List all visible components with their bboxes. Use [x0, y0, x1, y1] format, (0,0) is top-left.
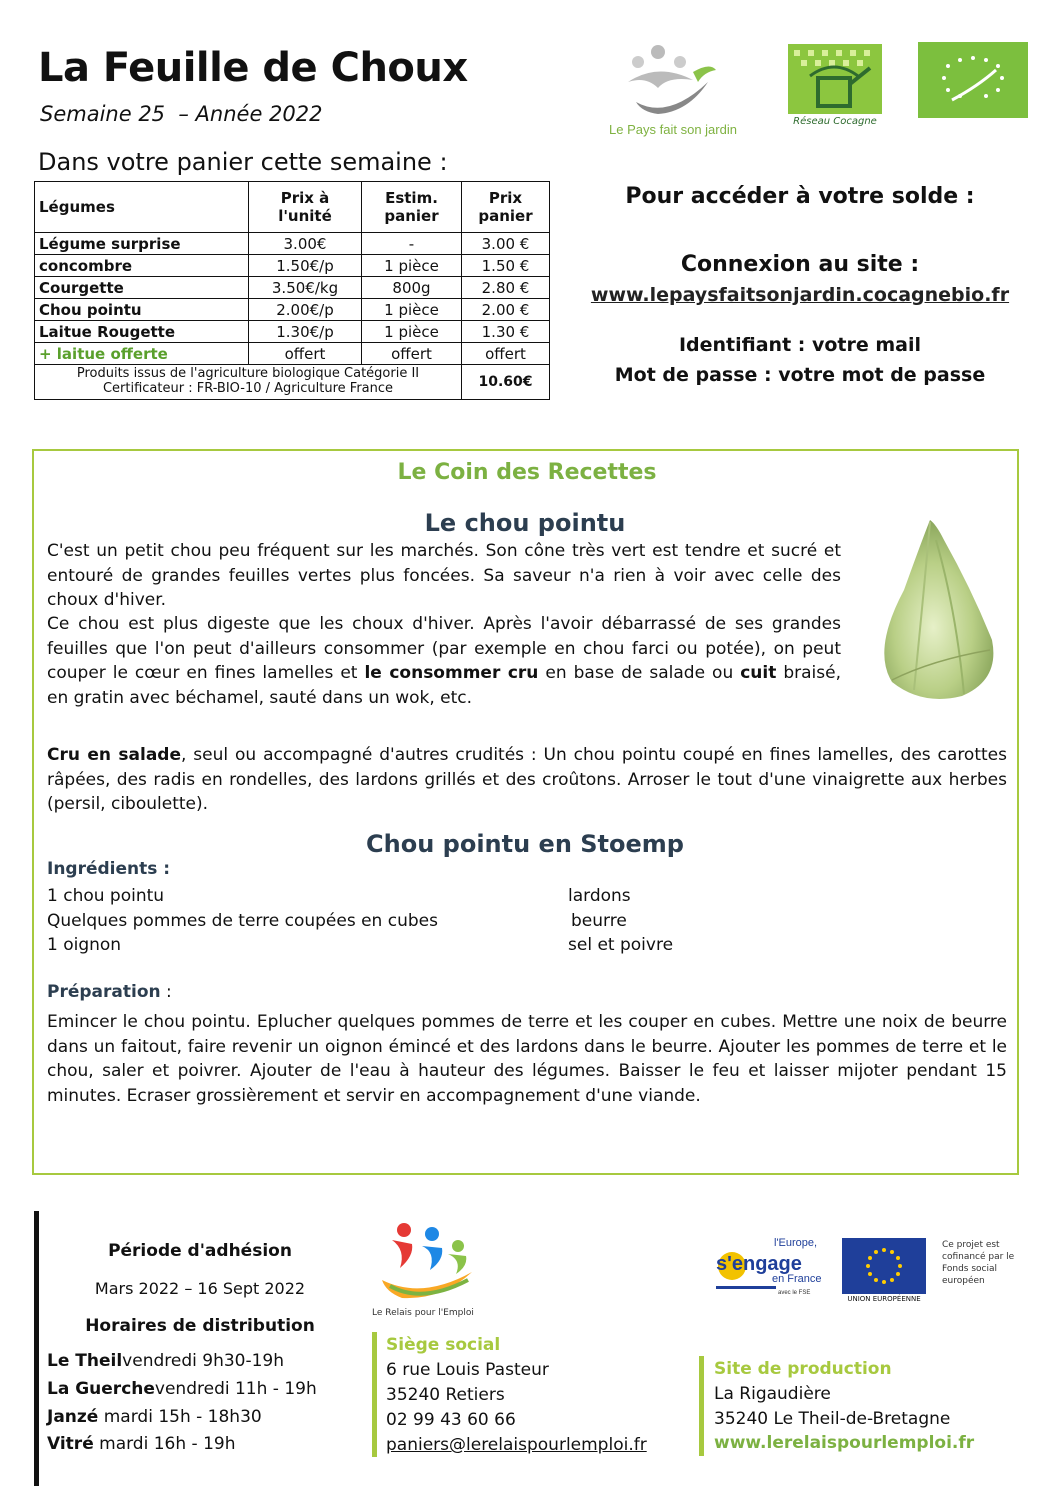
basket-table	[34, 181, 550, 400]
estimate: -	[362, 233, 462, 255]
bold-span: le consommer cru	[364, 663, 539, 683]
eu-organic-logo	[918, 42, 1028, 118]
recipe1-title: Le chou pointu	[424, 509, 626, 537]
week-subtitle: Semaine 25 – Année 2022	[40, 102, 323, 126]
schedule-place: Le Theil	[47, 1351, 123, 1371]
schedule-time: mardi 16h - 19h	[93, 1434, 236, 1454]
schedule-item	[47, 1379, 317, 1399]
production-label: Site de production	[714, 1359, 892, 1379]
hq-phone: 02 99 43 60 66	[386, 1410, 516, 1430]
chou-description: C'est un petit chou peu fréquent sur les marchés. Son cône très vert est tendre et sucré et entouré de grandes feuilles vertes plus foncées. Sa saveur n'a rien à voir avec celle des choux d'hiver.	[47, 541, 841, 610]
footer-divider	[34, 1211, 39, 1486]
cocagne-caption: Réseau Cocagne	[793, 116, 877, 127]
estimate: 800g	[362, 277, 462, 299]
estimate: 1 pièce	[362, 321, 462, 343]
table-row	[35, 277, 550, 299]
table-row	[35, 343, 550, 365]
preparation-label	[47, 982, 172, 1002]
schedule-time: vendredi 11h - 19h	[154, 1379, 317, 1399]
ingredients-right-list	[568, 884, 673, 958]
schedule-item	[47, 1407, 262, 1427]
production-divider	[699, 1356, 704, 1456]
vegetable-name: Laitue Rougette	[35, 321, 249, 343]
cru-salade-paragraph	[47, 743, 1007, 817]
estimate: 1 pièce	[362, 255, 462, 277]
eu-flag-icon	[842, 1238, 926, 1294]
page-title: La Feuille de Choux	[38, 45, 468, 91]
europe-line-3: en France	[772, 1273, 822, 1285]
relais-caption: Le Relais pour l'Emploi	[372, 1308, 474, 1318]
hq-divider	[372, 1332, 377, 1457]
text-span: en base de salade ou	[538, 663, 741, 683]
relais-pour-emploi-logo	[372, 1220, 482, 1325]
vegetable-name: + laitue offerte	[35, 343, 249, 365]
col-header-estimate: Estim. panier	[362, 182, 462, 233]
certification-line-2: Certificateur : FR-BIO-10 / Agriculture France	[102, 381, 394, 396]
chou-usage-paragraph	[47, 612, 841, 710]
prep-colon: :	[160, 982, 172, 1002]
table-row	[35, 255, 550, 277]
certification-note	[35, 365, 462, 400]
vegetable-name: concombre	[35, 255, 249, 277]
eu-caption: UNION EUROPÉENNE	[847, 1295, 921, 1303]
login-password-text: Mot de passe : votre mot de passe	[614, 364, 986, 386]
estimate: offert	[362, 343, 462, 365]
preparation-text: Emincer le chou pointu. Eplucher quelques pommes de terre et les couper en cubes. Mettre une noix de beurre dans un faitout, faire revenir un oignon émincé et des lardons dans le beurre. Ajouter les pommes de terre et le chou, saler et poivrer. Ajouter de l'eau à hauteur des légumes. Baisser le feu et laisser mijoter pendant 15 minutes. Ecraser grossièrement et servir en accompagnement d'une viande.	[47, 1012, 1007, 1106]
schedule-place: Vitré	[47, 1434, 94, 1454]
basket-price: 2.00 €	[462, 299, 550, 321]
schedule-item	[47, 1434, 235, 1454]
hq-label: Siège social	[386, 1335, 501, 1355]
basket-price: 1.30 €	[462, 321, 550, 343]
basket-price: 3.00 €	[462, 233, 550, 255]
ingredient-item: Quelques pommes de terre coupées en cubes	[47, 910, 438, 931]
basket-total: 10.60€	[462, 365, 550, 400]
hq-email-link[interactable]: paniers@lerelaispourlemploi.fr	[386, 1435, 647, 1455]
ingredient-item: lardons	[568, 886, 631, 906]
basket-heading: Dans votre panier cette semaine :	[38, 148, 448, 176]
europe-sengage-logo	[712, 1236, 827, 1306]
col-header-legumes: Légumes	[35, 182, 249, 233]
vegetable-name: Chou pointu	[35, 299, 249, 321]
ingredient-item: sel et poivre	[568, 935, 674, 955]
schedule-time: mardi 15h - 18h30	[98, 1407, 262, 1427]
unit-price: 3.50€/kg	[249, 277, 362, 299]
text-span: braisé, en gratin avec béchamel, sauté dans un wok, etc.	[47, 663, 841, 708]
pointed-cabbage-image	[852, 510, 1012, 710]
recipe2-title: Chou pointu en Stoemp	[366, 830, 684, 858]
login-identifier-text: Identifiant : votre mail	[678, 334, 922, 356]
prep-label-text: Préparation	[47, 982, 161, 1002]
adhesion-title: Période d'adhésion	[108, 1241, 292, 1261]
schedule-place: La Guerche	[47, 1379, 155, 1399]
pays-fait-son-jardin-logo	[598, 42, 748, 142]
ingredients-label: Ingrédients :	[47, 859, 171, 879]
distribution-title: Horaires de distribution	[85, 1316, 315, 1336]
schedule-place: Janzé	[47, 1407, 99, 1427]
estimate: 1 pièce	[362, 299, 462, 321]
production-city: 35240 Le Theil-de-Bretagne	[714, 1409, 951, 1429]
europe-line-1: l'Europe,	[774, 1237, 818, 1249]
site-link[interactable]: www.lepaysfaitsonjardin.cocagnebio.fr	[590, 284, 1010, 306]
vegetable-name: Courgette	[35, 277, 249, 299]
ingredient-item: beurre	[571, 910, 627, 931]
ingredients-left-list	[47, 884, 438, 958]
table-footer-row	[35, 365, 550, 400]
text-span: Ce chou est plus digeste que les choux d'hiver. Après l'avoir débarrassé de ses grandes feuilles que l'on peut d'ailleurs consommer (par exemple en chou farci ou potée), on peut couper le cœur en fines lamelles et	[47, 614, 841, 683]
hq-city: 35240 Retiers	[386, 1385, 505, 1405]
text-span: , seul ou accompagné d'autres crudités : Un chou pointu coupé en fines lamelles, des carottes râpées, des radis en rondelles, des lardons grillés et des croûtons. Arroser le tout d'une vinaigrette aux herbes (persil, ciboulette).	[47, 745, 1007, 814]
col-header-unit-price: Prix à l'unité	[249, 182, 362, 233]
unit-price: 1.30€/p	[249, 321, 362, 343]
connexion-heading: Connexion au site :	[680, 252, 920, 277]
production-website-link[interactable]: www.lerelaispourlemploi.fr	[714, 1433, 975, 1453]
col-header-basket-price: Prix panier	[462, 182, 550, 233]
unit-price: 1.50€/p	[249, 255, 362, 277]
basket-price: 2.80 €	[462, 277, 550, 299]
europe-line-4: avec le FSE	[778, 1290, 811, 1296]
recipe-corner-title: Le Coin des Recettes	[397, 460, 657, 485]
ingredient-item: 1 chou pointu	[47, 886, 165, 906]
eu-cofinancing-note: Ce projet est cofinancé par le Fonds social européen	[942, 1240, 1015, 1286]
ingredient-item: 1 oignon	[47, 935, 122, 955]
balance-access-title: Pour accéder à votre solde :	[625, 184, 975, 209]
schedule-time: vendredi 9h30-19h	[122, 1351, 285, 1371]
adhesion-period: Mars 2022 – 16 Sept 2022	[94, 1279, 306, 1298]
europe-line-2: s'engage	[716, 1253, 802, 1275]
hq-address: 6 rue Louis Pasteur	[386, 1360, 549, 1380]
bold-span: Cru en salade	[47, 745, 181, 765]
unit-price: 2.00€/p	[249, 299, 362, 321]
table-header-row	[35, 182, 550, 233]
unit-price: offert	[249, 343, 362, 365]
vegetable-name: Légume surprise	[35, 233, 249, 255]
schedule-item	[47, 1351, 284, 1371]
table-row	[35, 299, 550, 321]
production-place: La Rigaudière	[714, 1384, 831, 1404]
unit-price: 3.00€	[249, 233, 362, 255]
pays-caption: Le Pays fait son jardin	[609, 122, 737, 137]
table-row	[35, 233, 550, 255]
bold-span: cuit	[740, 663, 777, 683]
european-union-flag-logo	[842, 1238, 926, 1304]
certification-line-1: Produits issus de l'agriculture biologique Catégorie II	[76, 366, 420, 382]
basket-price: 1.50 €	[462, 255, 550, 277]
reseau-cocagne-logo	[788, 44, 882, 134]
table-row	[35, 321, 550, 343]
basket-price: offert	[462, 343, 550, 365]
